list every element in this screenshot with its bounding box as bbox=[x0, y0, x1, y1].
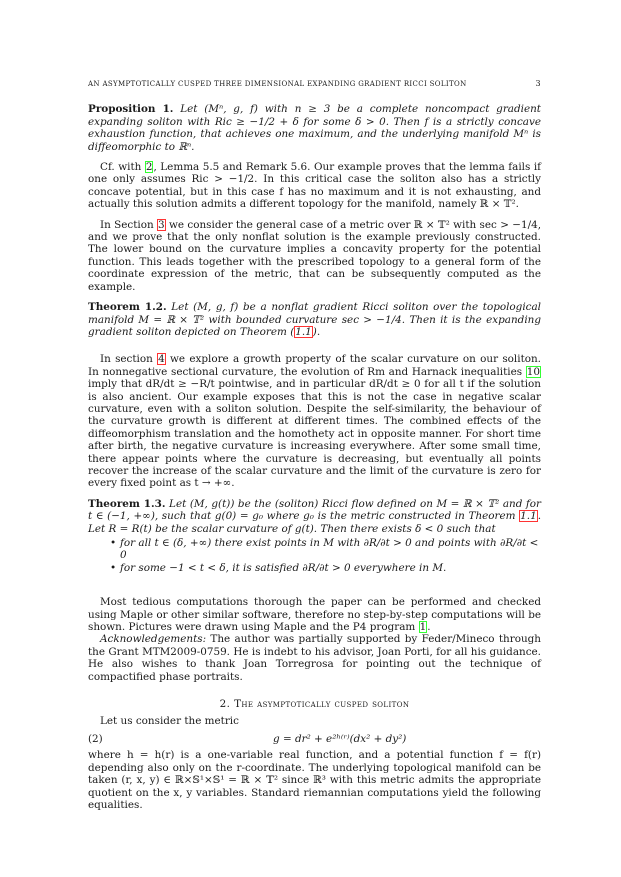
theorem-link[interactable]: 1.1 bbox=[520, 510, 537, 523]
section-link[interactable]: 4 bbox=[158, 353, 165, 366]
bullet-item: • for some −1 < t < δ, it is satisfied ∂R/∂t > 0 everywhere in M. bbox=[120, 562, 541, 574]
text: imply that dR/dt ≥ −R/t pointwise, and in particular dR/dt ≥ 0 for all t if the solution is also ancient. Our example exposes that this is not the case in negative scalar curvature, even with a soliton solution. Despite the self-similarity, the behaviour of the curvature growth is different at different times. The combined effects of the diffeomorphism translation and the homothety act in opposite manner. For short time after birth, the negative curvature is increasing everywhere. After some small time, there appear points where the curvature is decreasing, but eventually all points recover the increase of the scalar curvature and the limit of the curvature is zero for every fixed point as t → +∞. bbox=[88, 378, 541, 490]
text: we consider the general case of a metric over ℝ × 𝕋² with sec > −1/4, and we prove that the only nonflat solution is the example previously constructed. The lower bound on the curvature implies a concavity property for the potential function. This leads together with the prescribed topology to a general form of the coordinate expression of the metric, that can be subsequently computed as the example. bbox=[88, 218, 541, 293]
text: In section bbox=[100, 353, 158, 366]
acknowledgements-label: Acknowledgements: bbox=[100, 633, 207, 646]
text: In Section bbox=[100, 218, 158, 231]
paragraph-section3 bbox=[88, 219, 541, 293]
running-header bbox=[88, 78, 541, 90]
paragraph-section4 bbox=[88, 353, 541, 489]
text: . bbox=[427, 621, 431, 634]
paragraph-computations bbox=[88, 596, 541, 633]
proposition-text: Let (Mⁿ, g, f) with n ≥ 3 be a complete noncompact gradient expanding soliton with Ric ≥ −1/2 + δ for some δ > 0. Then f is a strictly concave exhaustion function, that achieves one maximum, and the underlying manifold Mⁿ is diffeomorphic to ℝⁿ. bbox=[88, 103, 541, 153]
theorem-label: Theorem 1.3. bbox=[88, 497, 166, 510]
theorem-1-2 bbox=[88, 301, 541, 338]
theorem-label: Theorem 1.2. bbox=[88, 301, 167, 314]
citation-link[interactable]: 10 bbox=[526, 365, 540, 378]
citation-link[interactable]: 2 bbox=[145, 161, 153, 174]
equation-2 bbox=[88, 733, 541, 745]
paragraph-metric-intro: Let us consider the metric bbox=[100, 715, 239, 728]
text: , Lemma 5.5 and Remark 5.6. Our example proves that the lemma fails if one only assumes Ric > −1/2. In this critical case the soliton also has a strictly concave potential, but in this case f has no maximum and it is not exhausting, and actually this solution admits a different topology for the manifold, namely ℝ × 𝕋². bbox=[88, 161, 541, 211]
paragraph-cf bbox=[88, 161, 541, 211]
text: Cf. with bbox=[100, 161, 145, 174]
theorem-1-3 bbox=[88, 498, 541, 574]
section-number: 2. bbox=[219, 698, 231, 711]
acknowledgements bbox=[88, 633, 541, 683]
text: we explore a growth property of the scalar curvature on our soliton. In nonnegative sectional curvature, the evolution of Rm and Harnack inequalities bbox=[88, 353, 541, 378]
proposition-1 bbox=[88, 103, 541, 153]
text: The author was partially supported by Feder/Mineco through the Grant MTM2009-0759. He is indebt to his advisor, Joan Porti, for all his guidance. He also wishes to thank Joan Torregrosa for pointing out the technique of compactified phase portraits. bbox=[88, 633, 541, 683]
text: ). bbox=[312, 325, 321, 338]
citation-link[interactable]: 1 bbox=[419, 621, 427, 634]
section-title: The asymptotically cusped soliton bbox=[234, 698, 410, 711]
paragraph-metric-description: where h = h(r) is a one-variable real function, and a potential function f = f(r) depending also only on the r-coordinate. The underlying topological manifold can be taken (r, x, y) ∈ ℝ×𝕊¹×𝕊¹ = ℝ × 𝕋² since ℝ³ with this metric admits the appropriate quotient on the x, y variables. Standard riemannian computations yield the following equalities. bbox=[88, 749, 541, 811]
paper-page bbox=[88, 78, 541, 811]
theorem-text: . Let R = R(t) be the scalar curvature of g(t). Then there exists δ < 0 such that bbox=[88, 510, 541, 535]
equation-body: g = dr² + e²ʰ⁽ʳ⁾(dx² + dy²) bbox=[273, 732, 407, 745]
bullet-item: • for all t ∈ (δ, +∞) there exist points in M with ∂R/∂t > 0 and points with ∂R/∂t < 0 bbox=[120, 537, 541, 562]
theorem-bullets bbox=[88, 537, 541, 574]
section-heading bbox=[88, 698, 541, 710]
equation-number: (2) bbox=[88, 732, 103, 745]
theorem-text: Let (M, g(t)) be the (soliton) Ricci flow defined on M = ℝ × 𝕋² and for t ∈ (−1, +∞), such that g(0) = g₀ where g₀ is the metric constructed in Theorem bbox=[88, 497, 541, 523]
theorem-text: Let (M, g, f) be a nonflat gradient Ricci soliton over the topological manifold M = ℝ × 𝕋² with bounded curvature sec > −1/4. Then it is the expanding gradient soliton depicted on Theorem ( bbox=[88, 301, 541, 338]
section-link[interactable]: 3 bbox=[158, 218, 165, 231]
running-title: AN ASYMPTOTICALLY CUSPED THREE DIMENSIONAL EXPANDING GRADIENT RICCI SOLITON bbox=[88, 80, 467, 88]
text: Most tedious computations thorough the paper can be performed and checked using Maple or other similar software, therefore no step-by-step computations will be shown. Pictures were drawn using Maple and the P4 program bbox=[88, 596, 541, 634]
page-number: 3 bbox=[535, 79, 541, 88]
proposition-label: Proposition 1. bbox=[88, 103, 174, 116]
theorem-link[interactable]: 1.1 bbox=[295, 325, 312, 338]
